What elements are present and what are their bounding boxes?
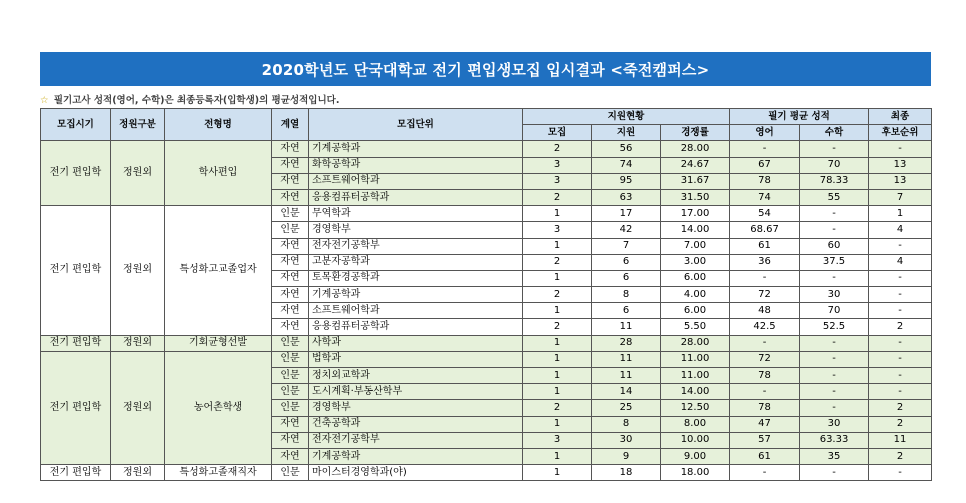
cell-field: 자연 xyxy=(272,157,309,173)
header-written: 필기 평균 성적 xyxy=(730,109,869,125)
cell-rank: 2 xyxy=(869,448,932,464)
cell-english: - xyxy=(730,141,800,157)
cell-ratio: 6.00 xyxy=(661,270,730,286)
footnote-text: 필기고사 성적(영어, 수학)은 최종등록자(입학생)의 평균성적입니다. xyxy=(53,95,340,106)
cell-unit: 사학과 xyxy=(309,335,523,351)
cell-math: 52.5 xyxy=(800,319,869,335)
cell-field: 자연 xyxy=(272,432,309,448)
header-quota-type: 정원구분 xyxy=(111,109,165,141)
cell-unit: 소프트웨어학과 xyxy=(309,173,523,189)
page-title: 2020학년도 단국대학교 전기 편입생모집 입시결과 <죽전캠퍼스> xyxy=(40,52,931,86)
cell-ratio: 28.00 xyxy=(661,141,730,157)
cell-applicants: 42 xyxy=(592,222,661,238)
cell-applicants: 74 xyxy=(592,157,661,173)
cell-rank: - xyxy=(869,238,932,254)
cell-ratio: 11.00 xyxy=(661,368,730,384)
cell-applicants: 17 xyxy=(592,206,661,222)
cell-ratio: 3.00 xyxy=(661,254,730,270)
cell-recruit: 1 xyxy=(523,351,592,367)
cell-recruit: 1 xyxy=(523,368,592,384)
cell-ratio: 10.00 xyxy=(661,432,730,448)
cell-ratio: 11.00 xyxy=(661,351,730,367)
table-row xyxy=(41,335,932,351)
cell-unit: 응용컴퓨터공학과 xyxy=(309,319,523,335)
cell-recruit: 2 xyxy=(523,189,592,205)
group-admission-type: 기회균형선발 xyxy=(165,335,272,351)
cell-applicants: 6 xyxy=(592,303,661,319)
cell-english: - xyxy=(730,270,800,286)
cell-rank: 13 xyxy=(869,173,932,189)
group-period: 전기 편입학 xyxy=(41,335,111,351)
cell-applicants: 28 xyxy=(592,335,661,351)
cell-recruit: 1 xyxy=(523,416,592,432)
cell-applicants: 11 xyxy=(592,368,661,384)
cell-rank: 1 xyxy=(869,206,932,222)
cell-unit: 응용컴퓨터공학과 xyxy=(309,189,523,205)
cell-unit: 기계공학과 xyxy=(309,448,523,464)
cell-field: 자연 xyxy=(272,173,309,189)
cell-applicants: 63 xyxy=(592,189,661,205)
cell-field: 자연 xyxy=(272,254,309,270)
cell-english: 47 xyxy=(730,416,800,432)
cell-unit: 무역학과 xyxy=(309,206,523,222)
cell-recruit: 1 xyxy=(523,303,592,319)
cell-english: 42.5 xyxy=(730,319,800,335)
cell-recruit: 2 xyxy=(523,254,592,270)
group-admission-type: 학사편입 xyxy=(165,141,272,206)
cell-applicants: 7 xyxy=(592,238,661,254)
group-admission-type: 특성화고교졸업자 xyxy=(165,206,272,336)
group-quota-type: 정원외 xyxy=(111,351,165,464)
cell-field: 인문 xyxy=(272,465,309,481)
cell-unit: 고분자공학과 xyxy=(309,254,523,270)
cell-rank: - xyxy=(869,141,932,157)
cell-math: - xyxy=(800,400,869,416)
cell-math: - xyxy=(800,206,869,222)
cell-english: 61 xyxy=(730,238,800,254)
group-quota-type: 정원외 xyxy=(111,465,165,481)
cell-field: 인문 xyxy=(272,351,309,367)
cell-math: 55 xyxy=(800,189,869,205)
cell-math: 63.33 xyxy=(800,432,869,448)
cell-math: 60 xyxy=(800,238,869,254)
group-quota-type: 정원외 xyxy=(111,206,165,336)
cell-unit: 경영학부 xyxy=(309,400,523,416)
header-field: 계열 xyxy=(272,109,309,141)
cell-english: 72 xyxy=(730,351,800,367)
cell-english: 78 xyxy=(730,173,800,189)
cell-applicants: 56 xyxy=(592,141,661,157)
cell-ratio: 14.00 xyxy=(661,384,730,400)
cell-unit: 전자전기공학부 xyxy=(309,238,523,254)
cell-math: 30 xyxy=(800,416,869,432)
cell-unit: 전자전기공학부 xyxy=(309,432,523,448)
cell-applicants: 11 xyxy=(592,351,661,367)
cell-field: 자연 xyxy=(272,287,309,303)
cell-recruit: 3 xyxy=(523,173,592,189)
cell-unit: 기계공학과 xyxy=(309,141,523,157)
cell-english: 36 xyxy=(730,254,800,270)
cell-field: 인문 xyxy=(272,400,309,416)
cell-english: 57 xyxy=(730,432,800,448)
cell-english: 67 xyxy=(730,157,800,173)
cell-unit: 소프트웨어학과 xyxy=(309,303,523,319)
cell-recruit: 3 xyxy=(523,432,592,448)
cell-math: 37.5 xyxy=(800,254,869,270)
table-row xyxy=(41,206,932,222)
cell-applicants: 95 xyxy=(592,173,661,189)
cell-field: 인문 xyxy=(272,335,309,351)
cell-math: - xyxy=(800,270,869,286)
cell-rank: - xyxy=(869,303,932,319)
cell-unit: 도시계획·부동산학부 xyxy=(309,384,523,400)
star-icon: ☆ xyxy=(40,95,49,106)
cell-unit: 정치외교학과 xyxy=(309,368,523,384)
cell-ratio: 5.50 xyxy=(661,319,730,335)
cell-ratio: 31.67 xyxy=(661,173,730,189)
cell-applicants: 8 xyxy=(592,416,661,432)
cell-applicants: 6 xyxy=(592,254,661,270)
cell-ratio: 8.00 xyxy=(661,416,730,432)
cell-rank: 2 xyxy=(869,400,932,416)
cell-english: 78 xyxy=(730,400,800,416)
cell-rank: - xyxy=(869,351,932,367)
group-period: 전기 편입학 xyxy=(41,351,111,464)
cell-field: 인문 xyxy=(272,206,309,222)
cell-rank: 13 xyxy=(869,157,932,173)
cell-ratio: 28.00 xyxy=(661,335,730,351)
cell-recruit: 2 xyxy=(523,319,592,335)
header-final-bottom: 후보순위 xyxy=(869,125,932,141)
cell-recruit: 1 xyxy=(523,270,592,286)
cell-unit: 화학공학과 xyxy=(309,157,523,173)
cell-rank: 4 xyxy=(869,254,932,270)
cell-recruit: 2 xyxy=(523,400,592,416)
cell-math: 30 xyxy=(800,287,869,303)
cell-english: 78 xyxy=(730,368,800,384)
cell-ratio: 17.00 xyxy=(661,206,730,222)
cell-rank: - xyxy=(869,287,932,303)
cell-field: 자연 xyxy=(272,303,309,319)
cell-rank: 11 xyxy=(869,432,932,448)
cell-english: - xyxy=(730,384,800,400)
cell-math: - xyxy=(800,335,869,351)
header-status: 지원현황 xyxy=(523,109,730,125)
cell-ratio: 18.00 xyxy=(661,465,730,481)
cell-field: 자연 xyxy=(272,238,309,254)
cell-math: 70 xyxy=(800,157,869,173)
header-admission-type: 전형명 xyxy=(165,109,272,141)
cell-ratio: 24.67 xyxy=(661,157,730,173)
cell-math: - xyxy=(800,141,869,157)
header-unit: 모집단위 xyxy=(309,109,523,141)
cell-english: 74 xyxy=(730,189,800,205)
cell-recruit: 1 xyxy=(523,206,592,222)
cell-field: 자연 xyxy=(272,319,309,335)
group-period: 전기 편입학 xyxy=(41,206,111,336)
cell-unit: 기계공학과 xyxy=(309,287,523,303)
header-applicants: 지원 xyxy=(592,125,661,141)
cell-rank: 2 xyxy=(869,319,932,335)
cell-rank: - xyxy=(869,270,932,286)
cell-english: 68.67 xyxy=(730,222,800,238)
group-period: 전기 편입학 xyxy=(41,141,111,206)
header-english: 영어 xyxy=(730,125,800,141)
cell-math: 78.33 xyxy=(800,173,869,189)
cell-math: - xyxy=(800,351,869,367)
cell-rank: - xyxy=(869,335,932,351)
cell-math: 35 xyxy=(800,448,869,464)
cell-recruit: 1 xyxy=(523,384,592,400)
cell-math: - xyxy=(800,465,869,481)
cell-ratio: 7.00 xyxy=(661,238,730,254)
cell-english: 61 xyxy=(730,448,800,464)
cell-applicants: 30 xyxy=(592,432,661,448)
table-body xyxy=(41,141,932,481)
group-quota-type: 정원외 xyxy=(111,141,165,206)
cell-math: - xyxy=(800,368,869,384)
cell-rank: 7 xyxy=(869,189,932,205)
cell-english: 54 xyxy=(730,206,800,222)
table-row xyxy=(41,351,932,367)
cell-applicants: 18 xyxy=(592,465,661,481)
cell-field: 자연 xyxy=(272,270,309,286)
cell-recruit: 1 xyxy=(523,465,592,481)
table-row xyxy=(41,141,932,157)
cell-recruit: 3 xyxy=(523,222,592,238)
cell-recruit: 1 xyxy=(523,448,592,464)
cell-unit: 경영학부 xyxy=(309,222,523,238)
cell-rank: 2 xyxy=(869,416,932,432)
cell-applicants: 11 xyxy=(592,319,661,335)
cell-field: 인문 xyxy=(272,222,309,238)
cell-field: 자연 xyxy=(272,189,309,205)
cell-math: - xyxy=(800,384,869,400)
cell-rank: - xyxy=(869,384,932,400)
cell-recruit: 2 xyxy=(523,141,592,157)
group-quota-type: 정원외 xyxy=(111,335,165,351)
cell-rank: 4 xyxy=(869,222,932,238)
cell-field: 자연 xyxy=(272,416,309,432)
group-admission-type: 농어촌학생 xyxy=(165,351,272,464)
cell-ratio: 4.00 xyxy=(661,287,730,303)
cell-field: 자연 xyxy=(272,448,309,464)
cell-ratio: 9.00 xyxy=(661,448,730,464)
header-period: 모집시기 xyxy=(41,109,111,141)
cell-field: 인문 xyxy=(272,368,309,384)
cell-english: 48 xyxy=(730,303,800,319)
cell-field: 인문 xyxy=(272,384,309,400)
cell-unit: 건축공학과 xyxy=(309,416,523,432)
cell-ratio: 14.00 xyxy=(661,222,730,238)
cell-unit: 마이스터경영학과(야) xyxy=(309,465,523,481)
header-final-top: 최종 xyxy=(869,109,932,125)
cell-ratio: 31.50 xyxy=(661,189,730,205)
header-ratio: 경쟁률 xyxy=(661,125,730,141)
cell-recruit: 1 xyxy=(523,238,592,254)
cell-field: 자연 xyxy=(272,141,309,157)
cell-applicants: 6 xyxy=(592,270,661,286)
cell-recruit: 1 xyxy=(523,335,592,351)
cell-math: - xyxy=(800,222,869,238)
cell-recruit: 3 xyxy=(523,157,592,173)
table-row xyxy=(41,465,932,481)
cell-applicants: 14 xyxy=(592,384,661,400)
header-recruit: 모집 xyxy=(523,125,592,141)
cell-applicants: 25 xyxy=(592,400,661,416)
group-admission-type: 특성화고졸재직자 xyxy=(165,465,272,481)
footnote xyxy=(40,92,339,106)
group-period: 전기 편입학 xyxy=(41,465,111,481)
cell-rank: - xyxy=(869,465,932,481)
results-table xyxy=(40,108,932,481)
cell-applicants: 8 xyxy=(592,287,661,303)
cell-unit: 토목환경공학과 xyxy=(309,270,523,286)
cell-math: 70 xyxy=(800,303,869,319)
cell-unit: 법학과 xyxy=(309,351,523,367)
header-math: 수학 xyxy=(800,125,869,141)
cell-ratio: 12.50 xyxy=(661,400,730,416)
cell-applicants: 9 xyxy=(592,448,661,464)
cell-recruit: 2 xyxy=(523,287,592,303)
cell-rank: - xyxy=(869,368,932,384)
cell-ratio: 6.00 xyxy=(661,303,730,319)
cell-english: 72 xyxy=(730,287,800,303)
cell-english: - xyxy=(730,465,800,481)
cell-english: - xyxy=(730,335,800,351)
